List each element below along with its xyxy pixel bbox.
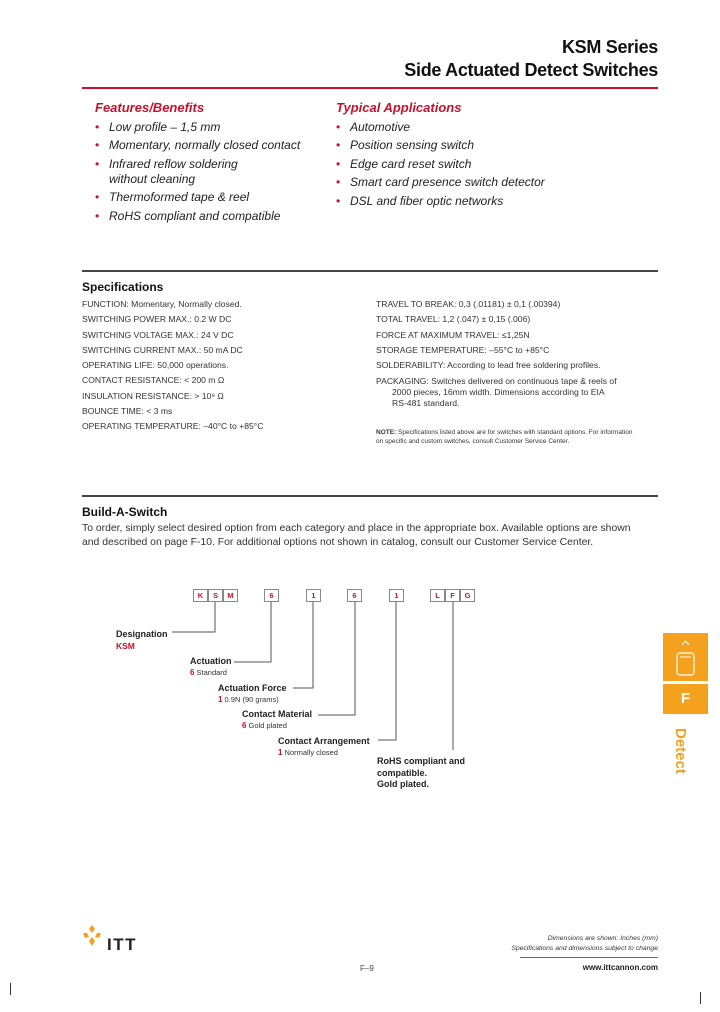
specifications-heading: Specifications	[82, 280, 164, 294]
spec-line: FORCE AT MAXIMUM TRAVEL: ≤1,25N	[376, 329, 530, 340]
spec-line: TOTAL TRAVEL: 1,2 (.047) ± 0,15 (.006)	[376, 314, 531, 325]
spec-line: SWITCHING VOLTAGE MAX.: 24 V DC	[82, 329, 234, 340]
order-box[interactable]: M	[223, 589, 238, 602]
list-item: • DSL and fiber optic networks	[336, 193, 504, 208]
list-item: without cleaning	[109, 171, 196, 186]
spec-line: TRAVEL TO BREAK: 0,3 (.01181) ± 0,1 (.00394)	[376, 299, 561, 309]
order-box[interactable]: 6	[347, 589, 362, 602]
applications-heading: Typical Applications	[336, 100, 462, 115]
spec-line: OPERATING TEMPERATURE: –40°C to +85°C	[82, 421, 264, 432]
list-item: • Thermoformed tape & reel	[95, 190, 250, 205]
spec-line: SOLDERABILITY: According to lead free soldering profiles.	[376, 360, 601, 371]
actuation-option: 6 Standard	[190, 668, 227, 677]
footer-specs-note: Specifications and dimensions subject to change	[511, 945, 658, 952]
itt-logo-text: ITT	[107, 935, 137, 954]
order-box[interactable]: L	[430, 589, 445, 602]
itt-logo-icon	[80, 924, 104, 948]
actuation-label: Actuation	[190, 656, 232, 666]
list-item: • Smart card presence switch detector	[336, 175, 545, 190]
spec-line: CONTACT RESISTANCE: < 200 m Ω	[82, 375, 225, 386]
designation-label: Designation	[116, 629, 168, 639]
build-heading: Build-A-Switch	[82, 505, 168, 519]
product-subtitle: Side Actuated Detect Switches	[404, 60, 658, 80]
spec-line: OPERATING LIFE: 50,000 operations.	[82, 360, 229, 371]
series-title: KSM Series	[561, 37, 658, 57]
order-box[interactable]: G	[460, 589, 475, 602]
footer-divider	[520, 957, 658, 958]
switch-icon	[663, 633, 708, 681]
list-item: • Low profile – 1,5 mm	[95, 120, 221, 134]
list-item: • Momentary, normally closed contact	[95, 138, 301, 153]
features-heading: Features/Benefits	[95, 100, 205, 115]
designation-value: KSM	[116, 641, 135, 651]
list-item: • Automotive	[336, 120, 411, 134]
spec-line: INSULATION RESISTANCE: > 10⁹ Ω	[82, 390, 224, 401]
section-tab-letter[interactable]: F	[663, 684, 708, 714]
contact-material-option: 6 Gold plated	[242, 721, 287, 730]
spec-line: 2000 pieces, 16mm width. Dimensions according to EIA	[392, 387, 605, 398]
spec-line: RS-481 standard.	[392, 398, 460, 409]
page-number: F–9	[360, 964, 374, 973]
spec-line: STORAGE TEMPERATURE: –55°C to +85°C	[376, 344, 550, 355]
section-tab-icon-block	[663, 633, 708, 681]
contact-arrangement-option: 1 Normally closed	[278, 748, 338, 757]
list-item: • Position sensing switch	[336, 138, 475, 153]
spec-line: FUNCTION: Momentary, Normally closed.	[82, 299, 242, 309]
order-box[interactable]: K	[193, 589, 208, 602]
spec-line: SWITCHING CURRENT MAX.: 50 mA DC	[82, 344, 243, 355]
footer-dimensions-note: Dimensions are shown: Inches (mm)	[547, 935, 658, 942]
contact-material-label: Contact Material	[242, 709, 313, 719]
rohs-option: RoHS compliant and compatible. Gold plated.	[377, 756, 466, 789]
build-intro: To order, simply select desired option from each category and place in the appropriate box. Available options are shown and described on page F-10. For additional options not shown in catalog, consult our Customer Service Center.	[82, 523, 631, 548]
spec-line: BOUNCE TIME: < 3 ms	[82, 406, 173, 417]
order-box[interactable]: 1	[389, 589, 404, 602]
actuation-force-label: Actuation Force	[218, 683, 287, 693]
order-box[interactable]: S	[208, 589, 223, 602]
list-item: • Infrared reflow soldering	[95, 156, 238, 171]
order-box[interactable]: 6	[264, 589, 279, 602]
contact-arrangement-label: Contact Arrangement	[278, 736, 370, 746]
order-box[interactable]: 1	[306, 589, 321, 602]
actuation-force-option: 1 0.9N (90 grams)	[218, 695, 279, 704]
footer-url[interactable]: www.ittcannon.com	[582, 963, 658, 972]
crop-mark	[700, 992, 701, 1004]
section-tab-label: Detect	[672, 728, 689, 774]
crop-mark	[10, 983, 11, 995]
spec-line: SWITCHING POWER MAX.: 0.2 W DC	[82, 314, 232, 325]
spec-line: PACKAGING: Switches delivered on continuous tape & reels of	[376, 376, 617, 387]
specifications-note: NOTE: Specifications listed above are for switches with standard options. For information on specific and custom switches, consult Customer Service Center.	[376, 429, 633, 445]
list-item: • RoHS compliant and compatible	[95, 208, 281, 223]
list-item: • Edge card reset switch	[336, 156, 472, 171]
order-box[interactable]: F	[445, 589, 460, 602]
